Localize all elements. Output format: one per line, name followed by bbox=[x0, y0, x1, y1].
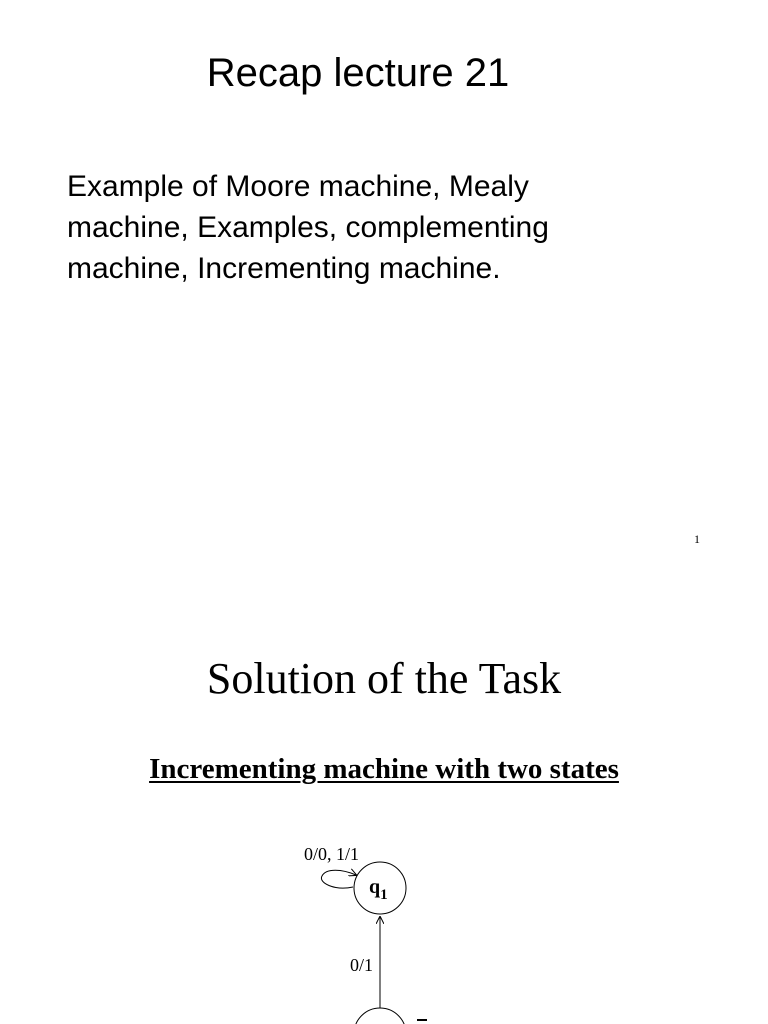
self-loop-arrow bbox=[321, 870, 356, 888]
body-line: machine, Incrementing machine. bbox=[67, 252, 501, 285]
slide-body-text bbox=[67, 166, 727, 289]
slide-subtitle: Incrementing machine with two states bbox=[149, 753, 619, 785]
state-diagram bbox=[280, 836, 480, 1024]
slide-solution bbox=[0, 576, 768, 1024]
slide-title: Recap lecture 21 bbox=[206, 51, 510, 95]
body-line: machine, Examples, complementing bbox=[67, 211, 549, 244]
transition-label-up: 0/1 bbox=[350, 955, 374, 975]
state-circle-cut bbox=[354, 1008, 406, 1024]
body-line: Example of Moore machine, Mealy bbox=[67, 170, 529, 203]
transition-label-loop: 0/0, 1/1 bbox=[304, 844, 360, 864]
slide-title: Solution of the Task bbox=[206, 654, 562, 703]
state-q1-label: $q_1$ bbox=[369, 876, 388, 903]
page-number: 1 bbox=[694, 532, 700, 546]
